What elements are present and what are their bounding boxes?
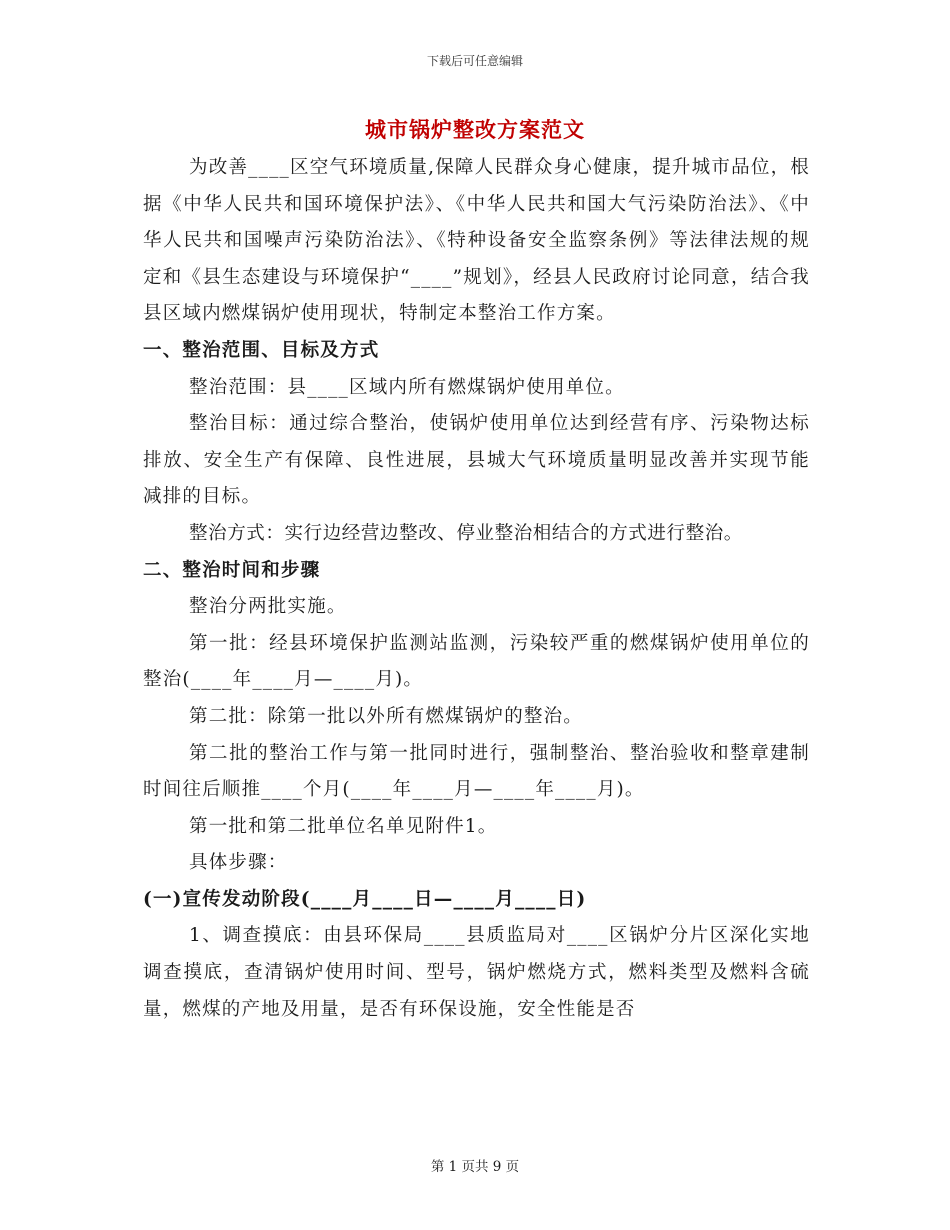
body-paragraph: 整治方式：实行边经营边整改、停业整治相结合的方式进行整治。 — [189, 522, 743, 544]
document-title: 城市锅炉整改方案范文 — [365, 117, 585, 142]
body-paragraph: 1、调查摸底：由县环保局____县质监局对____区锅炉分片区深化实地调查摸底，查清锅炉使用时间、型号，锅炉燃烧方式，燃料类型及燃料含硫量，燃煤的产地及用量，是否有环保设施，安全性能是否 — [143, 925, 810, 1020]
page-header: 下载后可任意编辑 — [426, 54, 523, 68]
subsection-heading-publicity: (一)宣传发动阶段(____月____日—____月____日) — [143, 888, 587, 910]
section-heading-schedule: 二、整治时间和步骤 — [143, 559, 321, 581]
body-paragraph: 第二批：除第一批以外所有燃煤锅炉的整治。 — [189, 705, 584, 727]
body-paragraph: 第一批：经县环境保护监测站监测，污染较严重的燃煤锅炉使用单位的整治(____年____月—____月)。 — [143, 632, 810, 691]
body-paragraph: 具体步骤： — [189, 852, 288, 874]
body-paragraph: 整治分两批实施。 — [189, 596, 347, 618]
body-paragraph: 第一批和第二批单位名单见附件1。 — [189, 815, 498, 837]
body-paragraph: 整治范围：县____区域内所有燃煤锅炉使用单位。 — [189, 376, 625, 398]
intro-paragraph: 为改善____区空气环境质量,保障人民群众身心健康，提升城市品位，根据《中华人民共和国环境保护法》、《中华人民共和国大气污染防治法》、《中华人民共和国噪声污染防治法》、《特种设备安全监察条例》等法律法规的规定和《县生态建设与环境保护“____”规划》，经县人民政府讨论同意，结合我县区域内燃煤锅炉使用现状，特制定本整治工作方案。 — [143, 157, 810, 325]
section-heading-scope: 一、整治范围、目标及方式 — [143, 339, 380, 361]
page-number: 第 1 页共 9 页 — [430, 1159, 520, 1175]
body-paragraph: 整治目标：通过综合整治，使锅炉使用单位达到经营有序、污染物达标排放、安全生产有保障、良性进展，县城大气环境质量明显改善并实现节能减排的目标。 — [143, 413, 810, 508]
body-paragraph: 第二批的整治工作与第一批同时进行，强制整治、整治验收和整章建制时间往后顺推____个月(____年____月—____年____月)。 — [143, 742, 810, 801]
document-body — [143, 150, 810, 1028]
